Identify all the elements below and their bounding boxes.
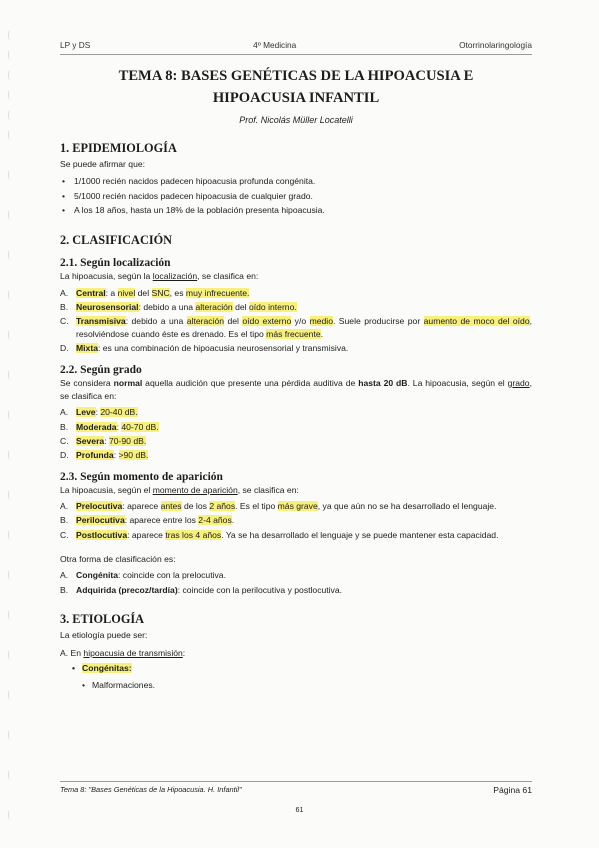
heading-grado: 2.2. Según grado (60, 363, 142, 376)
loc-list (60, 287, 532, 355)
grado-list (60, 406, 532, 461)
footer-title: Tema 8: "Bases Genéticas de la Hipoacusia. H. Infantil" (60, 785, 242, 794)
heading-clasificacion: 2. CLASIFICACIÓN (60, 233, 173, 248)
other-list (60, 569, 532, 596)
page-number: 61 (295, 805, 304, 814)
etio-subsublist (60, 679, 532, 692)
list-item: C. Transmisiva: debido a una alteración del oído externo y/o medio. Suele producirse por aumento de moco del oído, resolviéndose cuando éste es drenado. Es el tipo más frecuente. (60, 316, 532, 339)
momento-intro: La hipoacusia, según el momento de aparición, se clasifica en: (60, 484, 299, 495)
running-header (60, 40, 532, 55)
epi-intro: Se puede afirmar que: (60, 159, 146, 169)
loc-intro: La hipoacusia, según la localización, se clasifica en: (60, 271, 259, 282)
heading-etiologia: 3. ETIOLOGÍA (60, 612, 145, 627)
header-right: Otorrinolaringología (459, 40, 532, 50)
list-item: • Congénitas: (72, 662, 532, 675)
header-center: 4º Medicina (253, 40, 297, 50)
page-footer (60, 781, 532, 795)
list-item: B. Neurosensorial: debido a una alteración del oído interno. (60, 302, 297, 313)
list-item: B. Adquirida (precoz/tardía): coincide con la perilocutiva y postlocutiva. (60, 584, 343, 595)
title-line-1: TEMA 8: BASES GENÉTICAS DE LA HIPOACUSIA E (118, 68, 474, 84)
momento-list (60, 500, 532, 541)
list-item: A. Leve: 20-40 dB. (60, 407, 138, 418)
binder-margin (0, 30, 24, 830)
list-item: • Malformaciones. (82, 679, 532, 692)
list-item: C. Severa: 70-90 dB. (60, 435, 147, 446)
heading-momento: 2.3. Según momento de aparición (60, 470, 223, 483)
list-item: A. Central: a nivel del SNC, es muy infrecuente. (60, 287, 250, 298)
list-item: A. Congénita: coincide con la prelocutiva. (60, 570, 226, 581)
title-line-2: HIPOACUSIA INFANTIL (212, 90, 380, 106)
list-item: A. Prelocutiva: aparece antes de los 2 años. Es el tipo más grave, ya que aún no se ha desarrollado el lenguaje. (60, 501, 497, 512)
header-left: LP y DS (60, 40, 91, 50)
list-item: • A los 18 años, hasta un 18% de la población presenta hipoacusia. (60, 204, 532, 217)
etio-item-a: A. En hipoacusia de transmisión: (60, 648, 186, 659)
list-item: B. Moderada: 40-70 dB. (60, 421, 159, 432)
heading-epidemiologia: 1. EPIDEMIOLOGÍA (60, 141, 177, 155)
list-item: • 5/1000 recién nacidos padecen hipoacusia de cualquier grado. (60, 190, 532, 203)
list-item: B. Perilocutiva: aparece entre los 2-4 años. (60, 515, 235, 526)
document-title (60, 65, 532, 109)
footer-page: Página 61 (493, 785, 532, 795)
heading-localizacion: 2.1. Según localización (60, 257, 171, 270)
etio-intro: La etiología puede ser: (60, 630, 148, 641)
author: Prof. Nicolás Müller Locatelli (239, 115, 353, 125)
list-item: C. Postlocutiva: aparece tras los 4 años. Ya se ha desarrollado el lenguaje y se puede mantener esta capacidad. (60, 529, 499, 540)
document-page (60, 40, 532, 691)
other-clasification-intro: Otra forma de clasificación es: (60, 553, 176, 564)
epi-list (60, 175, 532, 217)
etio-sublist (60, 662, 532, 675)
list-item: D. Profunda: >90 dB. (60, 449, 149, 460)
list-item: • 1/1000 recién nacidos padecen hipoacusia profunda congénita. (60, 175, 532, 188)
list-item: D. Mixta: es una combinación de hipoacusia neurosensorial y transmisiva. (60, 343, 349, 354)
grado-intro: Se considera normal aquella audición que presente una pérdida auditiva de hasta 20 dB. La hipoacusia, según el grado, se clasifica en: (60, 377, 532, 401)
